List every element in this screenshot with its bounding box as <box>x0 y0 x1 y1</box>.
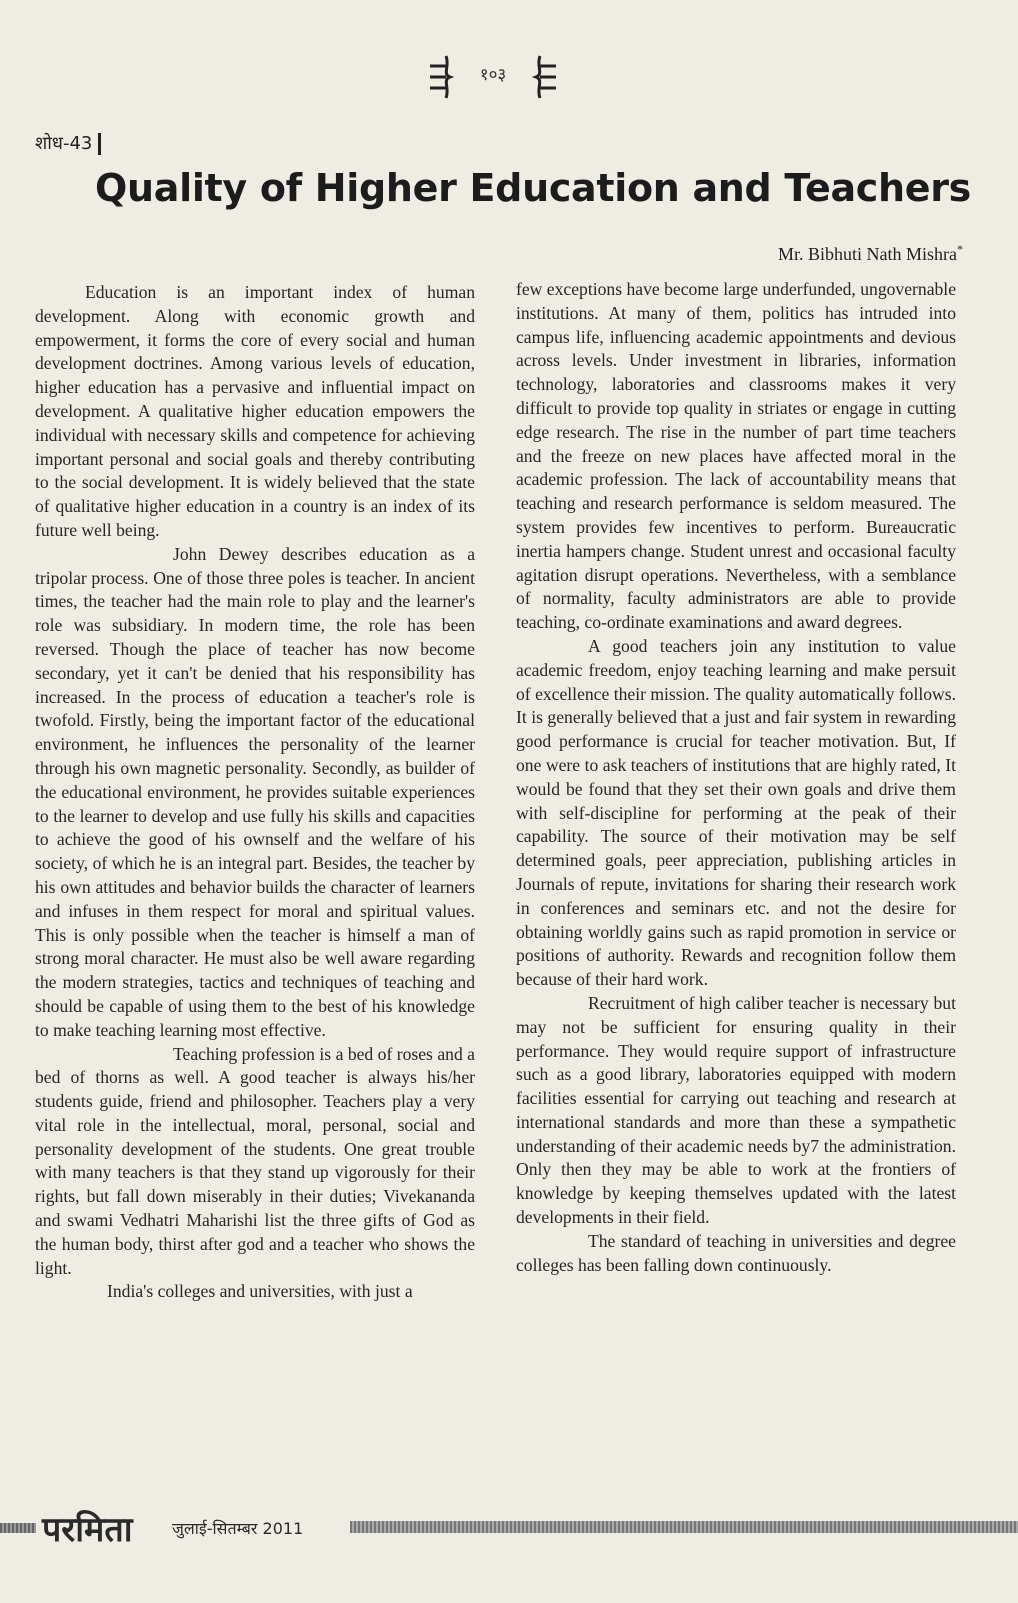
left-column <box>35 281 475 1304</box>
paragraph: The standard of teaching in universities and degree colleges has been falling down continuously. <box>516 1230 956 1275</box>
paragraph: few exceptions have become large underfunded, ungovernable institutions. At many of them, politics has intruded into campus life, influencing academic appointments and devious across levels. Under investment in libraries, information technology, laboratories and classrooms makes it very difficult to provide top quality in striates or engage in cutting edge research. The rise in the number of part time teachers and the freeze on new places have affected moral in the academic profession. The lack of accountability means that teaching and research performance is seldom measured. The system provides few incentives to perform. Bureaucratic inertia hampers change. Student unrest and occasional faculty agitation disrupt operations. Nevertheless, with a semblance of normality, faculty administrators are able to provide teaching, co-ordinate examinations and award degrees. <box>516 279 956 633</box>
author-name: Mr. Bibhuti Nath Mishra <box>778 244 957 264</box>
paragraph: India's colleges and universities, with just a <box>107 1281 413 1302</box>
footer-divider <box>0 1523 36 1533</box>
paragraph: Teaching profession is a bed of roses and a bed of thorns as well. A good teacher is always his/her students guide, friend and philosopher. Teachers play a very vital role in the intellectual, moral, personal, social and personality development of the students. One great trouble with many teachers is that they stand up vigorously for their rights, but fall down miserably in their duties; Vivekananda and swami Vedhatri Maharishi list the three gifts of God as the human body, thirst after god and a teacher who shows the light. <box>35 1043 475 1278</box>
paragraph: Education is an important index of human development. Along with economic growth and empowerment, it forms the core of every social and human development doctrines. Among various levels of education, higher education has a pervasive and influential impact on development. A qualitative higher education empowers the individual with necessary skills and competence for achieving important personal and social goals and thereby contributing to the social development. It is widely believed that the state of qualitative higher education in a country is an index of its future well being. <box>35 282 475 540</box>
right-column <box>516 278 956 1277</box>
page-number <box>428 52 558 102</box>
magazine-logo: परमिता <box>42 1510 133 1550</box>
paragraph: Recruitment of high caliber teacher is necessary but may not be sufficient for ensuring quality in their performance. They would require support of infrastructure such as a good library, laboratories equipped with modern facilities essential for carrying out teaching and research at international standards and more than these a sympathetic understanding of their academic needs by7 the administration. Only then they may be able to work at the frontiers of knowledge by keeping themselves updated with the latest developments in their field. <box>516 992 956 1228</box>
paragraph: A good teachers join any institution to value academic freedom, enjoy teaching learning and make persuit of excellence their mission. The quality automatically follows. It is generally believed that a just and fair system in rewarding good performance is crucial for teacher motivation. But, If one were to ask teachers of institutions that are highly rated, It would be found that they set their own goals and drive them with self-discipline for performing at the peak of their capability. The source of their motivation may be self determined goals, peer appreciation, publishing articles in Journals of repute, invitations for sharing their research work in conferences and seminars etc. and not the desire for obtaining worldly gains such as rapid promotion in service or positions of authority. Rewards and recognition follow them because of their hard work. <box>516 635 956 990</box>
page-number-text: १०३ <box>479 65 507 85</box>
article-title: Quality of Higher Education and Teachers <box>95 166 971 210</box>
issue-date: जुलाई-सितम्बर 2011 <box>172 1519 304 1538</box>
paragraph: John Dewey describes education as a tripolar process. One of those three poles is teacher. In ancient times, the teacher had the main role to play and the learner's role was subsidiary. In modern time, the role has been reversed. Though the place of teacher has now become secondary, yet it can't be denied that his responsibility has increased. In the process of education a teacher's role is twofold. Firstly, being the important factor of the educational environment, he influences the personality of the learner through his own magnetic personality. Secondly, as builder of the educational environment, he provides suitable experiences to the learner to develop and use fully his skills and capacities to achieve the good of his ownself and the welfare of his society, of which he is an integral part. Besides, the teacher by his own attitudes and behavior builds the character of learners and infuses in them respect for moral and spiritual values. This is only possible when the teacher is himself a man of strong moral character. He must also be well aware regarding the modern strategies, tactics and techniques of teaching and should be capable of using them to the best of his knowledge to make teaching learning most effective. <box>35 543 475 1040</box>
author-byline <box>778 242 963 265</box>
footer <box>0 1503 1018 1553</box>
footer-divider <box>350 1521 1018 1533</box>
author-footnote-mark: * <box>957 242 963 256</box>
section-label: शोध-43 <box>35 133 101 155</box>
